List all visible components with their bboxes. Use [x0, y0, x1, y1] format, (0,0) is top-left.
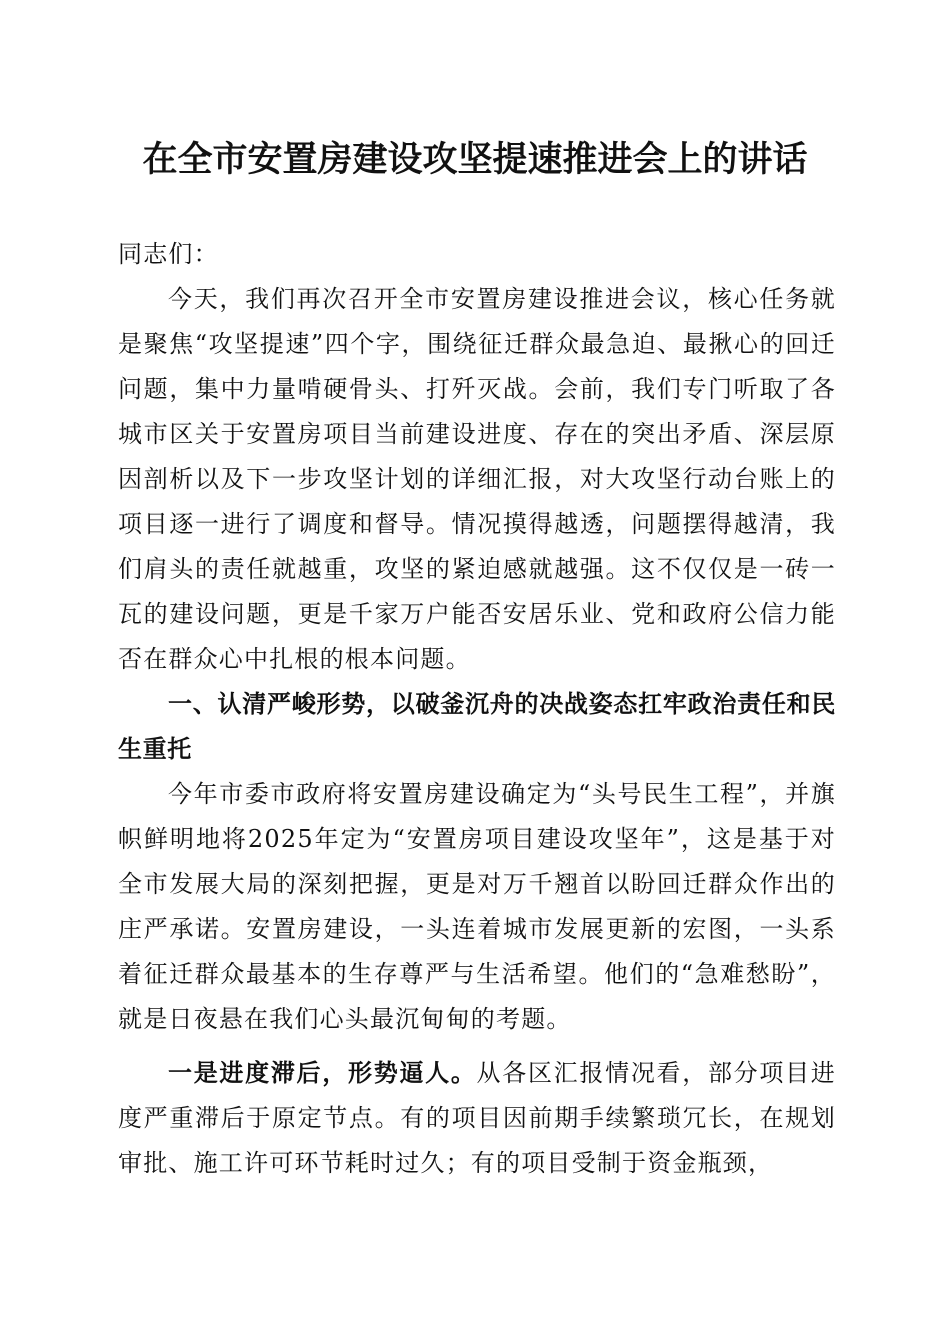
section1-paragraph-1: 今年市委市政府将安置房建设确定为“头号民生工程”，并旗帜鲜明地将2025年定为“安置房项目建设攻坚年”，这是基于对全市发展大局的深刻把握，更是对万千翘首以盼回迁群众作出的庄严承诺。安置房建设，一头连着城市发展更新的宏图，一头系着征迁群众最基本的生存尊严与生活希望。他们的“急难愁盼”，就是日夜悬在我们心头最沉甸甸的考题。 — [118, 780, 836, 1033]
document-title: 在全市安置房建设攻坚提速推进会上的讲话 — [142, 139, 808, 180]
point1-paragraph — [118, 1050, 836, 1186]
section-heading-1: 一、认清严峻形势，以破釜沉舟的决战姿态扛牢政治责任和民生重托 — [118, 690, 836, 763]
paragraph-spacer — [118, 1042, 836, 1050]
intro-paragraph: 今天，我们再次召开全市安置房建设推进会议，核心任务就是聚焦“攻坚提速”四个字，围绕征迁群众最急迫、最揪心的回迁问题，集中力量啃硬骨头、打歼灭战。会前，我们专门听取了各城市区关于安置房项目当前建设进度、存在的突出矛盾、深层原因剖析以及下一步攻坚计划的详细汇报，对大攻坚行动台账上的项目逐一进行了调度和督导。情况摸得越透，问题摆得越清，我们肩头的责任就越重，攻坚的紧迫感就越强。这不仅仅是一砖一瓦的建设问题，更是千家万户能否安居乐业、党和政府公信力能否在群众心中扎根的根本问题。 — [118, 285, 836, 673]
point1-text: 从各区汇报情况看，部分项目进度严重滞后于原定节点。有的项目因前期手续繁琐冗长，在规划审批、施工许可环节耗时过久；有的项目受制于资金瓶颈， — [118, 1059, 836, 1177]
document-body — [118, 232, 836, 1186]
salutation: 同志们： — [118, 240, 219, 268]
point1-lead: 一是进度滞后，形势逼人。 — [168, 1058, 477, 1087]
